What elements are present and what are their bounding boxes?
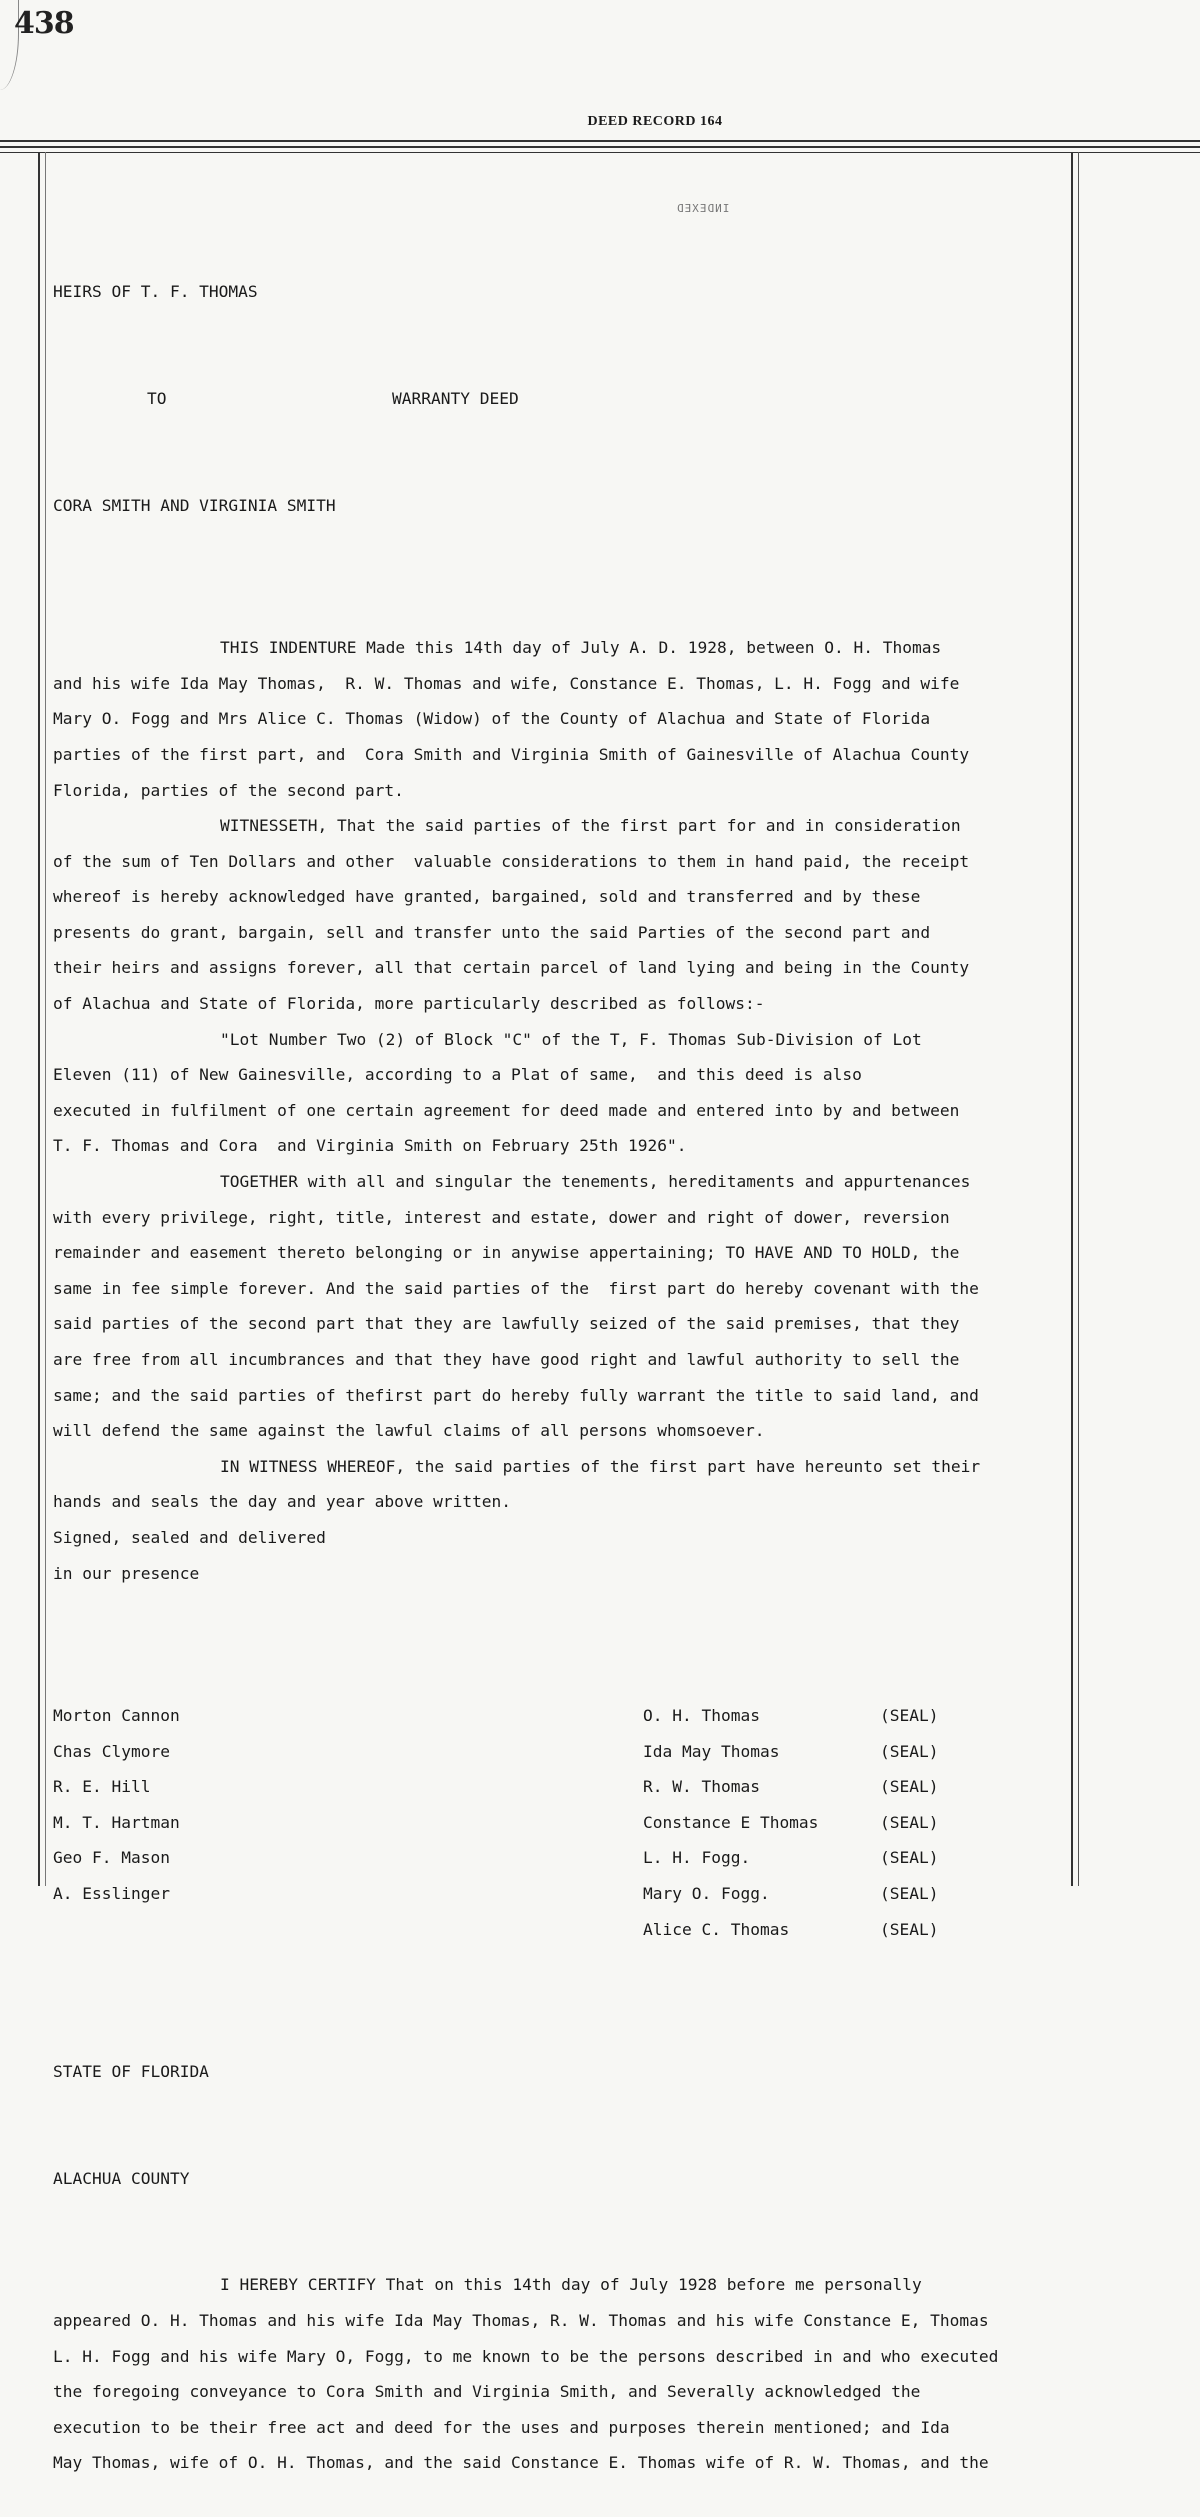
deed-text <box>53 203 1073 2517</box>
text-line: appeared O. H. Thomas and his wife Ida May Thomas, R. W. Thomas and his wife Constance E, Thomas <box>53 2311 989 2331</box>
text-line: in our presence <box>53 1563 200 1583</box>
text-line: Eleven (11) of New Gainesville, according to a Plat of same, and this deed is also <box>53 1065 862 1085</box>
text-line: THIS INDENTURE Made this 14th day of July A. D. 1928, between O. H. Thomas <box>220 638 942 658</box>
text-line: of the sum of Ten Dollars and other valuable considerations to them in hand paid, the receipt <box>53 851 970 871</box>
seal-mark: (SEAL) <box>880 1883 939 1903</box>
text-line: their heirs and assigns forever, all that certain parcel of land lying and being in the County <box>53 958 970 978</box>
text-line: are free from all incumbrances and that they have good right and lawful authority to sell the <box>53 1350 960 1369</box>
text-line: and his wife Ida May Thomas, R. W. Thomas and wife, Constance E. Thomas, L. H. Fogg and wife <box>53 673 960 693</box>
text-line: said parties of the second part that they are lawfully seized of the said premises, that they <box>53 1314 960 1334</box>
text-line: T. F. Thomas and Cora and Virginia Smith on February 25th 1926". <box>53 1136 687 1156</box>
seal-mark: (SEAL) <box>880 1741 939 1761</box>
text-line: remainder and easement thereto belonging or in anywise appertaining; TO HAVE AND TO HOLD, the <box>53 1243 960 1263</box>
text-line: I HEREBY CERTIFY That on this 14th day of July 1928 before me personally <box>220 2275 922 2295</box>
grantor-signature: Mary O. Fogg. <box>643 1883 770 1903</box>
text-line: "Lot Number Two (2) of Block "C" of the T, F. Thomas Sub-Division of Lot <box>220 1029 922 1049</box>
seal-mark: (SEAL) <box>880 1919 939 1939</box>
header-rule <box>0 152 1200 153</box>
signature-row <box>53 1769 1073 1805</box>
text-line: presents do grant, bargain, sell and transfer unto the said Parties of the second part and <box>53 922 931 942</box>
deed-body <box>53 630 1073 1591</box>
grantor-signature: Alice C. Thomas <box>643 1919 790 1939</box>
left-margin-rule <box>45 152 46 1886</box>
text-line: will defend the same against the lawful claims of all persons whomsoever. <box>53 1421 765 1441</box>
text-line: with every privilege, right, title, interest and estate, dower and right of dower, reversion <box>53 1207 950 1227</box>
seal-mark: (SEAL) <box>880 1812 939 1832</box>
text-line: Florida, parties of the second part. <box>53 780 404 800</box>
indexed-stamp: INDEXED <box>676 202 730 215</box>
witness-name: A. Esslinger <box>53 1883 170 1903</box>
witness-name: Chas Clymore <box>53 1741 170 1761</box>
signature-row <box>53 1805 1073 1841</box>
witness-name: Morton Cannon <box>53 1705 180 1725</box>
left-margin-rule <box>38 152 40 1886</box>
deed-type: WARRANTY DEED <box>392 388 519 408</box>
text-line: the foregoing conveyance to Cora Smith and Virginia Smith, and Severally acknowledged the <box>53 2382 921 2402</box>
caption-to-line <box>53 381 1073 417</box>
page-number: 438 <box>14 6 74 41</box>
text-line: Signed, sealed and delivered <box>53 1527 326 1547</box>
header-rule <box>0 146 1200 148</box>
seal-mark: (SEAL) <box>880 1705 939 1725</box>
signature-row <box>53 1698 1073 1734</box>
right-margin-rule <box>1078 152 1079 1886</box>
grantor-signature: L. H. Fogg. <box>643 1848 751 1868</box>
text-line: hands and seals the day and year above written. <box>53 1492 512 1512</box>
venue-state: STATE OF FLORIDA <box>53 2061 209 2081</box>
text-line: same in fee simple forever. And the said parties of the first part do hereby covenant with the <box>53 1278 979 1298</box>
text-line: L. H. Fogg and his wife Mary O, Fogg, to me known to be the persons described in and who executed <box>53 2346 999 2366</box>
caption-to: TO <box>147 388 167 408</box>
text-line: Mary O. Fogg and Mrs Alice C. Thomas (Widow) of the County of Alachua and State of Florida <box>53 709 931 729</box>
signature-block <box>53 1698 1073 1947</box>
header-rule <box>0 140 1200 142</box>
text-line: execution to be their free act and deed for the uses and purposes therein mentioned; and Ida <box>53 2417 950 2437</box>
witness-name: Geo F. Mason <box>53 1848 170 1868</box>
text-line: parties of the first part, and Cora Smith and Virginia Smith of Gainesville of Alachua County <box>53 744 970 764</box>
witness-name: R. E. Hill <box>53 1777 151 1797</box>
signature-row <box>53 1912 1073 1948</box>
text-line: executed in fulfilment of one certain agreement for deed made and entered into by and between <box>53 1100 960 1120</box>
text-line: WITNESSETH, That the said parties of the first part for and in consideration <box>220 816 961 836</box>
witness-name: M. T. Hartman <box>53 1812 180 1832</box>
text-line: of Alachua and State of Florida, more particularly described as follows:- <box>53 994 765 1014</box>
grantor-signature: O. H. Thomas <box>643 1705 760 1725</box>
signature-row <box>53 1876 1073 1912</box>
text-line: whereof is hereby acknowledged have granted, bargained, sold and transferred and by these <box>53 887 921 907</box>
grantor-signature: R. W. Thomas <box>643 1777 760 1797</box>
venue-county: ALACHUA COUNTY <box>53 2168 190 2188</box>
grantor-signature: Ida May Thomas <box>643 1741 780 1761</box>
signature-row <box>53 1734 1073 1770</box>
deed-record-header: DEED RECORD 164 <box>587 114 723 129</box>
grantor-signature: Constance E Thomas <box>643 1812 819 1832</box>
seal-mark: (SEAL) <box>880 1777 939 1797</box>
text-line: same; and the said parties of thefirst part do hereby fully warrant the title to said land, and <box>53 1385 979 1405</box>
acknowledgment-text <box>53 2267 1073 2481</box>
grantor-caption: HEIRS OF T. F. THOMAS <box>53 282 258 302</box>
grantee-caption: CORA SMITH AND VIRGINIA SMITH <box>53 495 336 515</box>
text-line: May Thomas, wife of O. H. Thomas, and the said Constance E. Thomas wife of R. W. Thomas, and the <box>53 2453 989 2473</box>
text-line: IN WITNESS WHEREOF, the said parties of the first part have hereunto set their <box>220 1456 981 1476</box>
seal-mark: (SEAL) <box>880 1848 939 1868</box>
signature-row <box>53 1840 1073 1876</box>
text-line: TOGETHER with all and singular the tenements, hereditaments and appurtenances <box>220 1172 971 1192</box>
